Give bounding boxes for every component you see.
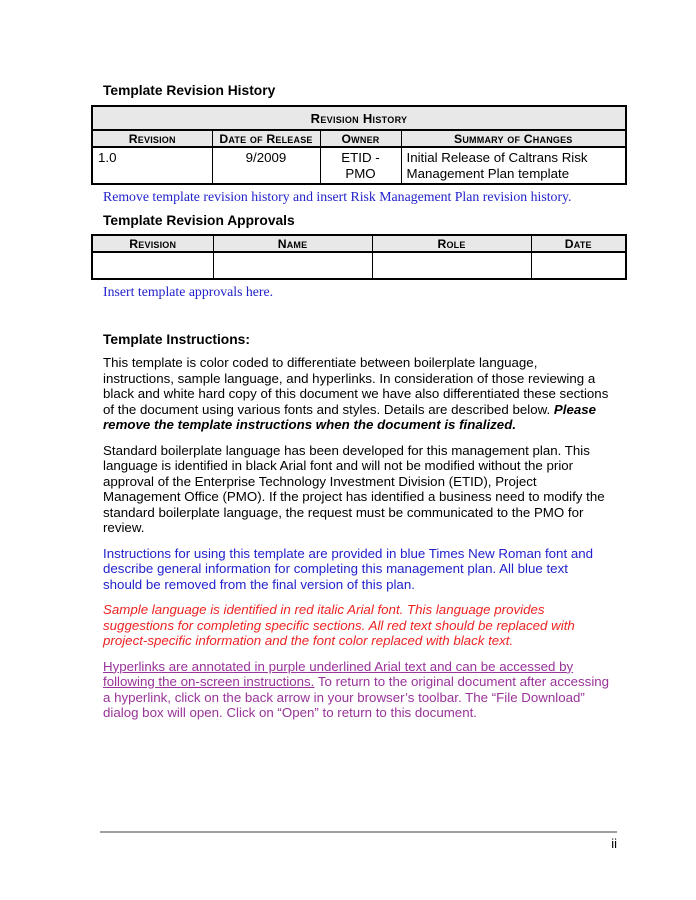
table-title-revision-history: Revision History [92,106,626,130]
text-run: Standard boilerplate language has been developed for this management plan. This language is identified in black Arial font and will not be modified without the prior approval of the Enterprise Technology Investment Division (ETID), Project Management Office (PMO). If the project has identified a business need to modify the standard boilerplate language, the request must be communicated to the PMO for review. [103,442,605,535]
col-header-summary-of-changes: Summary of Changes [401,130,626,147]
paragraph-color-coding-overview [103,355,610,433]
cell-role [372,252,531,279]
revision-approvals-instruction-note: Insert template approvals here. [103,284,274,299]
table-row-empty [92,252,626,279]
cell-date [531,252,626,279]
text-run: Hyperlinks are annotated in purple underlined Arial text and can be accessed by following the on-screen instructions. [103,658,574,689]
col-header-role: Role [372,235,531,252]
paragraph-purple-hyperlinks [103,659,610,721]
paragraph-boilerplate-language [103,443,610,536]
table-header-row [92,130,626,147]
table-row [92,147,626,184]
heading-template-revision-history: Template Revision History [103,83,276,98]
heading-template-instructions: Template Instructions: [103,332,250,347]
table-title-row [92,106,626,130]
page-number: ii [611,836,617,851]
col-header-date-of-release: Date of Release [212,130,320,147]
paragraph-blue-instructions-note [103,546,610,593]
col-header-date: Date [531,235,626,252]
text-run: This template is color coded to differentiate between boilerplate language, instructions, sample language, and hyperlinks. In consideration of those reviewing a black and white hard copy of this document we have also differentiated these sections of the document using various fonts and styles. Details are described below. [103,355,609,417]
paragraph-red-sample-language [103,602,610,649]
document-content [91,83,625,731]
col-header-revision: Revision [92,130,212,147]
text-run: Please remove the template instructions when the document is finalized. [103,401,597,432]
text-run: Sample language is identified in red italic Arial font. This language provides suggestions for completing specific sections. All red text should be replaced with project-specific information and the font color replaced with black text. [103,602,575,648]
col-header-name: Name [213,235,372,252]
text-run: To return to the original document after accessing a hyperlink, click on the back arrow in your browser’s toolbar. The “File Download” dialog box will open. Click on “Open” to return to this document. [103,674,610,720]
revision-history-table [91,105,627,185]
text-run: Instructions for using this template are provided in blue Times New Roman font and describe general information for completing this management plan. All blue text should be removed from the final version of this plan. [103,545,594,592]
cell-revision: 1.0 [92,147,212,184]
table-header-row [92,235,626,252]
cell-summary-of-changes: Initial Release of Caltrans Risk Management Plan template [401,147,626,184]
cell-date-of-release: 9/2009 [212,147,320,184]
revision-approvals-table [91,234,627,280]
heading-template-revision-approvals: Template Revision Approvals [103,213,295,228]
col-header-revision: Revision [92,235,213,252]
col-header-owner: Owner [320,130,401,147]
page-footer [100,831,617,851]
cell-name [213,252,372,279]
revision-history-instruction-note: Remove template revision history and insert Risk Management Plan revision history. [103,189,572,204]
cell-revision [92,252,213,279]
cell-owner: ETID - PMO [320,147,401,184]
